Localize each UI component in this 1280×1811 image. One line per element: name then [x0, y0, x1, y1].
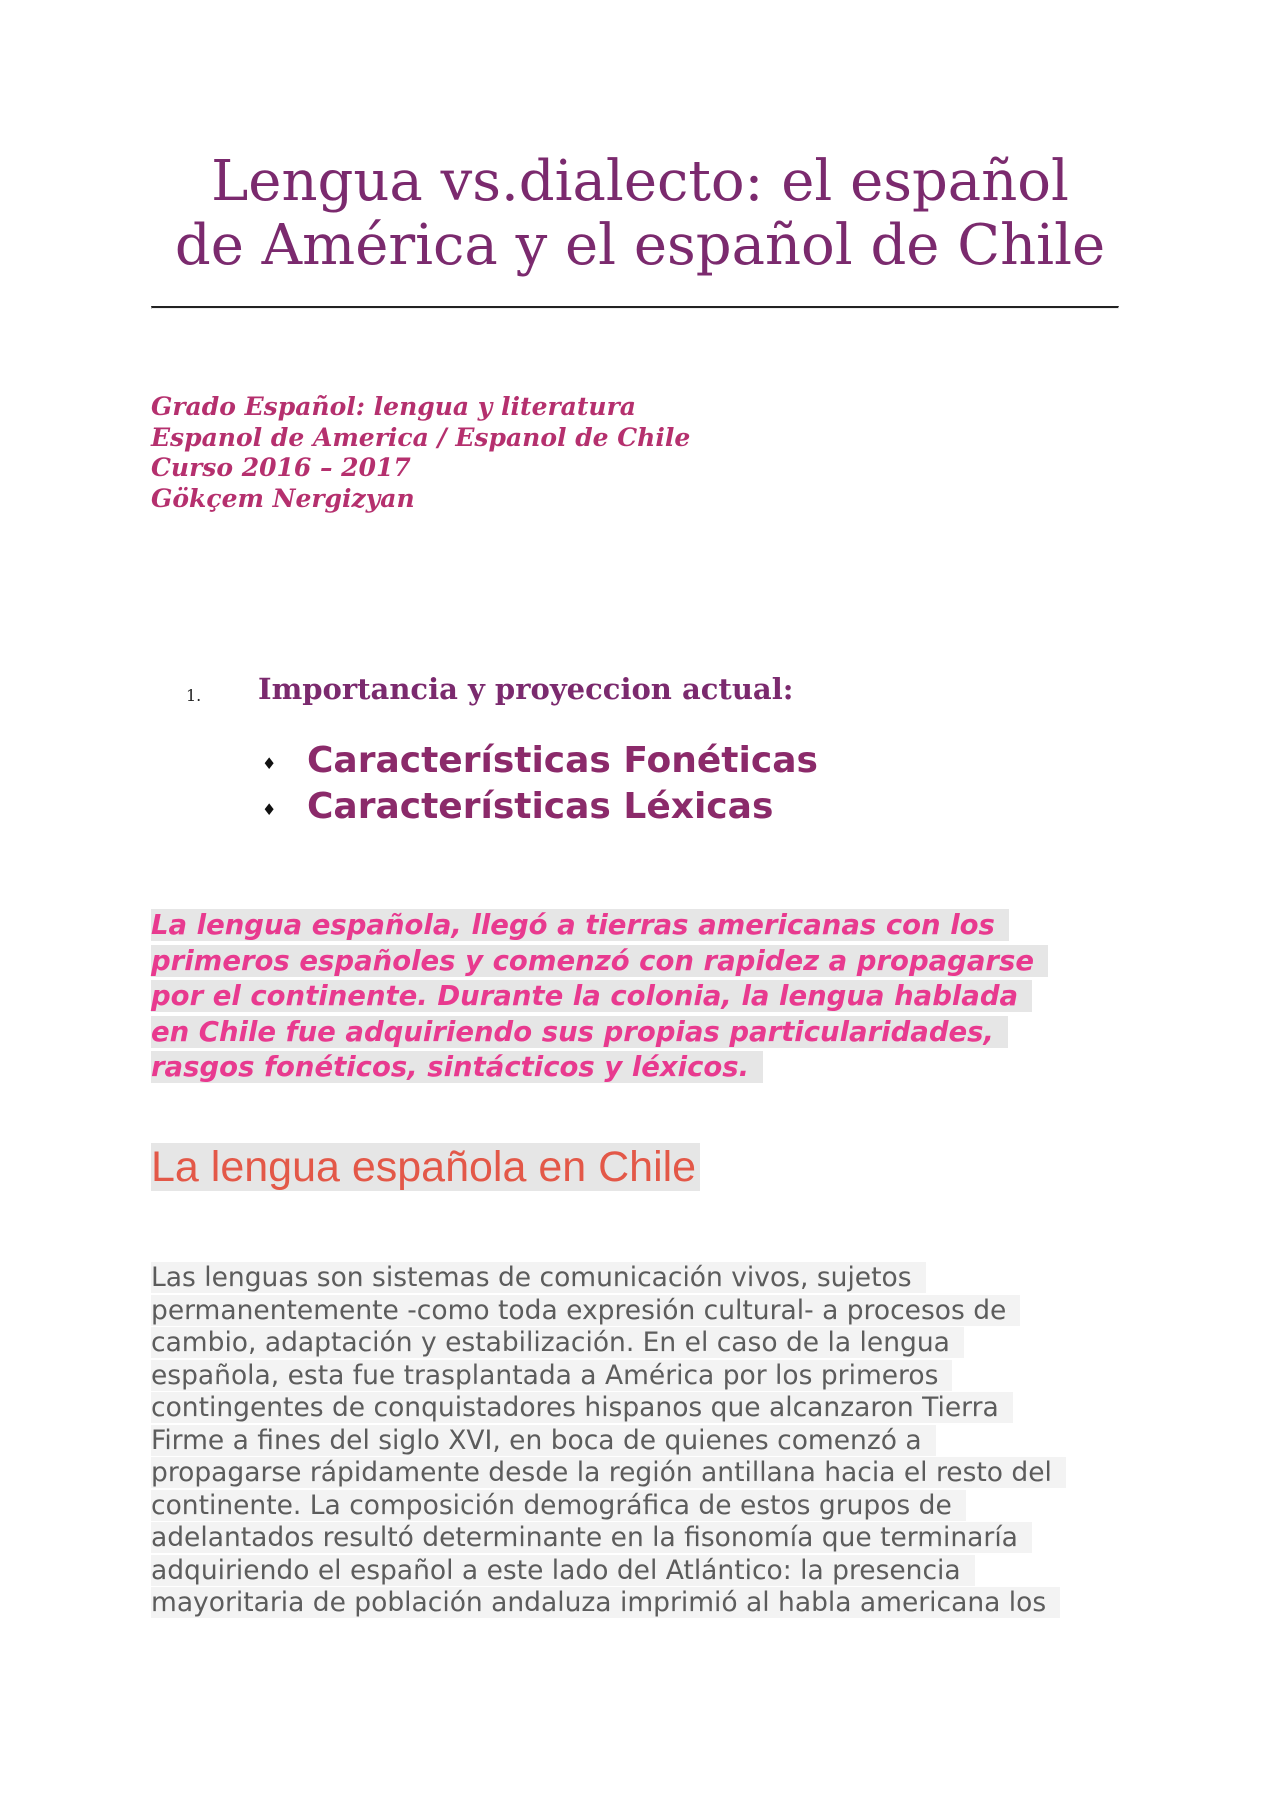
- body-line: [151, 1425, 1151, 1458]
- diamond-bullet-icon: ♦: [262, 800, 277, 819]
- intro-line-text: primeros españoles y comenzó con rapidez a propagarse: [151, 945, 1048, 977]
- meta-year: Curso 2016 – 2017: [151, 453, 411, 482]
- body-line-text: mayoritaria de población andaluza imprimió al habla americana los: [151, 1587, 1060, 1618]
- document-meta: [151, 392, 690, 514]
- document-title: [130, 150, 1150, 278]
- diamond-bullet-icon: ♦: [262, 754, 277, 773]
- body-line: [151, 1392, 1151, 1425]
- body-line-text: contingentes de conquistadores hispanos que alcanzaron Tierra: [151, 1392, 1013, 1423]
- list-number: 1.: [186, 686, 202, 705]
- body-line-text: permanentemente -como toda expresión cultural- a procesos de: [151, 1295, 1020, 1326]
- body-line: [151, 1490, 1151, 1523]
- body-line: [151, 1360, 1151, 1393]
- body-line: [151, 1457, 1151, 1490]
- body-line: [151, 1295, 1151, 1328]
- body-line-text: Firme a fines del siglo XVI, en boca de quienes comenzó a: [151, 1425, 936, 1456]
- body-line-text: continente. La composición demográfica de estos grupos de: [151, 1490, 966, 1521]
- intro-line-text: por el continente. Durante la colonia, la lengua hablada: [151, 980, 1032, 1012]
- body-line: [151, 1327, 1151, 1360]
- body-line-text: adquiriendo el español a este lado del Atlántico: la presencia: [151, 1555, 975, 1586]
- bullet-label: Características Léxicas: [307, 786, 774, 827]
- title-divider: [151, 306, 1119, 309]
- intro-line: [151, 908, 1151, 944]
- body-line-text: española, esta fue trasplantada a América por los primeros: [151, 1360, 952, 1391]
- body-line-text: propagarse rápidamente desde la región antillana hacia el resto del: [151, 1457, 1066, 1488]
- section-heading: [151, 1139, 700, 1195]
- body-line-text: Las lenguas son sistemas de comunicación vivos, sujetos: [151, 1262, 926, 1293]
- body-line-text: cambio, adaptación y estabilización. En el caso de la lengua: [151, 1327, 964, 1358]
- meta-author: Gökçem Nergizyan: [151, 483, 415, 513]
- body-line: [151, 1522, 1151, 1555]
- body-paragraph: [151, 1262, 1151, 1620]
- body-line: [151, 1555, 1151, 1588]
- body-line: [151, 1587, 1151, 1620]
- title-line-1: Lengua vs.dialecto: el español: [211, 149, 1069, 214]
- intro-line: [151, 944, 1151, 980]
- body-line: [151, 1262, 1151, 1295]
- body-line-text: adelantados resultó determinante en la fisonomía que terminaría: [151, 1522, 1032, 1553]
- numbered-heading-text: Importancia y proyeccion actual:: [258, 672, 794, 706]
- bullet-label: Características Fonéticas: [307, 740, 818, 781]
- intro-line: [151, 979, 1151, 1015]
- meta-degree: Grado Español: lengua y literatura: [151, 392, 636, 421]
- intro-line: [151, 1015, 1151, 1051]
- section-heading-text: La lengua española en Chile: [151, 1143, 700, 1191]
- title-line-2: de América y el español de Chile: [174, 213, 1106, 278]
- intro-line-text: rasgos fonéticos, sintácticos y léxicos.: [151, 1051, 763, 1083]
- intro-line-text: La lengua española, llegó a tierras americanas con los: [151, 909, 1009, 941]
- intro-line: [151, 1050, 1151, 1086]
- meta-course-name: Espanol de America / Espanol de Chile: [151, 422, 691, 452]
- intro-paragraph: [151, 908, 1151, 1086]
- intro-line-text: en Chile fue adquiriendo sus propias particularidades,: [151, 1016, 1008, 1048]
